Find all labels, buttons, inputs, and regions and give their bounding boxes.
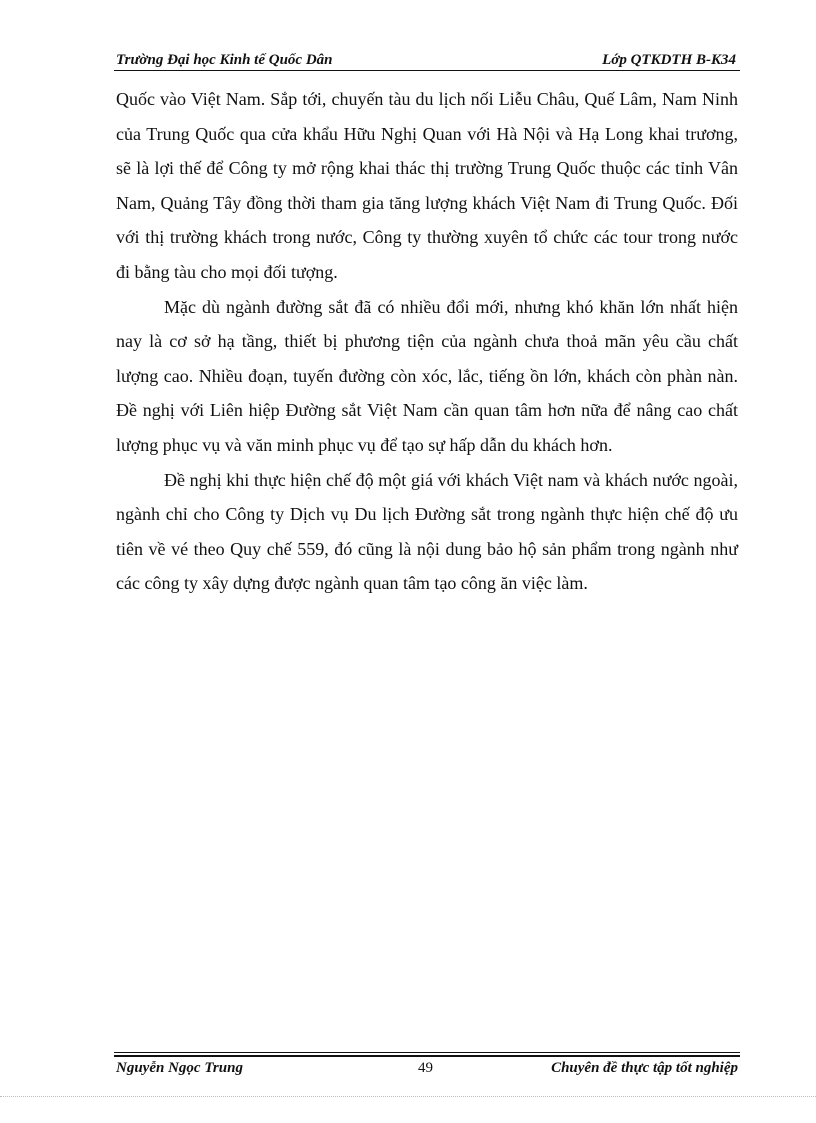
header-school-name: Trường Đại học Kinh tế Quốc Dân bbox=[116, 52, 333, 68]
header-class-name: Lớp QTKDTH B-K34 bbox=[602, 52, 736, 68]
paragraph-railway-infrastructure: Mặc dù ngành đường sắt đã có nhiều đổi mới, nhưng khó khăn lớn nhất hiện nay là cơ sở hạ tầng, thiết bị phương tiện của ngành chưa thoả mãn yêu cầu chất lượng cao. Nhiều đoạn, tuyến đường còn xóc, lắc, tiếng ồn lớn, khách còn phàn nàn. Đề nghị với Liên hiệp Đường sắt Việt Nam cần quan tâm hơn nữa để nâng cao chất lượng phục vụ và văn minh phục vụ để tạo sự hấp dẫn du khách hơn. bbox=[116, 296, 738, 455]
page-footer bbox=[114, 1057, 740, 1079]
body-text bbox=[116, 82, 738, 601]
footer-subject: Chuyên đề thực tập tốt nghiệp bbox=[551, 1060, 738, 1076]
paragraph-single-price-proposal: Đề nghị khi thực hiện chế độ một giá với khách Việt nam và khách nước ngoài, ngành chỉ cho Công ty Dịch vụ Du lịch Đường sắt trong ngành thực hiện chế độ ưu tiên về vé theo Quy chế 559, đó cũng là nội dung bảo hộ sản phẩm trong ngành như các công ty xây dựng được ngành quan tâm tạo công ăn việc làm. bbox=[116, 469, 738, 594]
page-number: 49 bbox=[418, 1060, 433, 1076]
footer-author: Nguyễn Ngọc Trung bbox=[116, 1060, 243, 1076]
header-rule bbox=[114, 70, 740, 71]
page-header bbox=[114, 49, 740, 71]
page-edge-divider bbox=[0, 1096, 816, 1097]
paragraph-continuation: Quốc vào Việt Nam. Sắp tới, chuyến tàu du lịch nối Liễu Châu, Quế Lâm, Nam Ninh của Trung Quốc qua cửa khẩu Hữu Nghị Quan với Hà Nội và Hạ Long khai trương, sẽ là lợi thế để Công ty mở rộng khai thác thị trường Trung Quốc thuộc các tỉnh Vân Nam, Quảng Tây đồng thời tham gia tăng lượng khách Việt Nam đi Trung Quốc. Đối với thị trường khách trong nước, Công ty thường xuyên tổ chức các tour trong nước đi bằng tàu cho mọi đối tượng. bbox=[116, 89, 738, 282]
footer-rule-top bbox=[114, 1052, 740, 1053]
